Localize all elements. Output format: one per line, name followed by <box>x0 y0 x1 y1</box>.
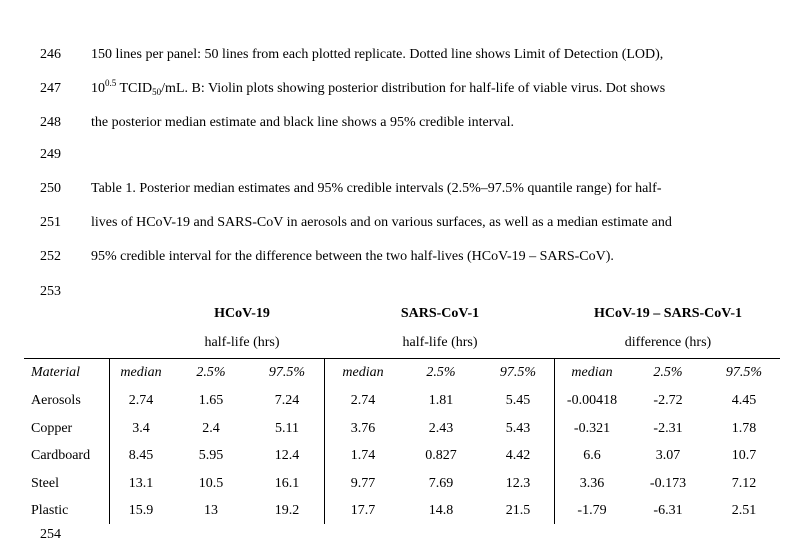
table-cell: -1.79 <box>577 503 607 518</box>
table-cell: 16.1 <box>274 476 300 491</box>
table-cell: -0.00418 <box>566 393 618 408</box>
table-cell: 17.7 <box>350 503 376 518</box>
table-cell: 19.2 <box>274 503 300 518</box>
group-subtitle-hcov19: half-life (hrs) <box>204 335 280 350</box>
table-cell-material: Copper <box>31 421 73 436</box>
col-header-lower: 2.5% <box>653 365 683 380</box>
table-cell-material: Aerosols <box>31 393 81 408</box>
text-line-254 <box>0 525 802 545</box>
table-cell: 3.07 <box>655 448 681 463</box>
col-header-lower: 2.5% <box>426 365 456 380</box>
text-part: /mL. B: Violin plots showing posterior distribution for half-life of viable virus. Dot shows <box>161 81 666 96</box>
table-cell: -6.31 <box>653 503 683 518</box>
col-header-upper: 97.5% <box>725 365 763 380</box>
table-cell-material: Cardboard <box>31 448 91 463</box>
table-cell: 5.43 <box>505 421 531 436</box>
table-cell: 6.6 <box>583 448 601 463</box>
col-header-upper: 97.5% <box>268 365 306 380</box>
line-text: 95% credible interval for the difference between the two half-lives (HCoV-19 – SARS-CoV). <box>91 249 614 264</box>
table-cell: 5.95 <box>198 448 224 463</box>
table-cell: 2.51 <box>731 503 757 518</box>
group-subtitle-difference: difference (hrs) <box>624 335 712 350</box>
table-cell: 13.1 <box>128 476 154 491</box>
table-cell: 1.78 <box>731 421 757 436</box>
column-divider <box>554 358 555 524</box>
line-text: Table 1. Posterior median estimates and 95% credible intervals (2.5%–97.5% quantile range) for half- <box>91 181 662 196</box>
line-number: 247 <box>40 81 61 96</box>
line-text: lives of HCoV-19 and SARS-CoV in aerosols and on various surfaces, as well as a median estimate and <box>91 215 672 230</box>
table-cell-material: Plastic <box>31 503 69 518</box>
line-text: the posterior median estimate and black line shows a 95% credible interval. <box>91 115 514 130</box>
table-cell: 15.9 <box>128 503 154 518</box>
text-line-248 <box>0 113 802 133</box>
group-title-difference: HCoV-19 – SARS-CoV-1 <box>593 306 743 321</box>
line-text <box>91 79 665 99</box>
line-number: 248 <box>40 115 61 130</box>
group-subtitle-sarscov1: half-life (hrs) <box>402 335 478 350</box>
text-part: 10 <box>91 81 105 96</box>
table-cell: 13 <box>204 503 218 518</box>
table-cell: 2.4 <box>202 421 220 436</box>
table-cell: 7.12 <box>731 476 757 491</box>
line-number: 254 <box>40 527 61 542</box>
col-header-median: median <box>342 365 384 380</box>
table-cell: 2.74 <box>350 393 376 408</box>
table-cell: -2.31 <box>653 421 683 436</box>
table-cell: 21.5 <box>505 503 531 518</box>
table-cell: 2.74 <box>128 393 154 408</box>
table-cell: 4.42 <box>505 448 531 463</box>
line-number: 250 <box>40 181 61 196</box>
table-cell: -2.72 <box>653 393 683 408</box>
text-line-251 <box>0 213 802 233</box>
group-title-hcov19: HCoV-19 <box>214 306 270 321</box>
table-cell: 7.69 <box>428 476 454 491</box>
line-number: 252 <box>40 249 61 264</box>
table-cell: 2.43 <box>428 421 454 436</box>
table-cell-material: Steel <box>31 476 59 491</box>
col-header-upper: 97.5% <box>499 365 537 380</box>
text-line-247 <box>0 79 802 99</box>
line-number: 246 <box>40 47 61 62</box>
table-cell: 0.827 <box>425 448 457 463</box>
text-line-249 <box>0 145 802 165</box>
table-cell: 14.8 <box>428 503 454 518</box>
table-cell: 3.36 <box>579 476 605 491</box>
table-cell: 5.45 <box>505 393 531 408</box>
text-line-250 <box>0 179 802 199</box>
col-header-median: median <box>120 365 162 380</box>
table-top-rule <box>24 358 780 359</box>
col-header-material: Material <box>31 365 80 380</box>
table-cell: 7.24 <box>274 393 300 408</box>
table-cell: 1.65 <box>198 393 224 408</box>
line-number: 251 <box>40 215 61 230</box>
subscript: 50 <box>152 87 162 97</box>
table-cell: 10.5 <box>198 476 224 491</box>
column-divider <box>324 358 325 524</box>
superscript: 0.5 <box>105 78 117 88</box>
table-cell: 5.11 <box>275 421 299 436</box>
table-cell: -0.173 <box>649 476 687 491</box>
table-cell: -0.321 <box>573 421 611 436</box>
text-part: TCID <box>116 81 153 96</box>
line-number: 249 <box>40 147 61 162</box>
col-header-lower: 2.5% <box>196 365 226 380</box>
table-cell: 12.3 <box>505 476 531 491</box>
table-cell: 1.74 <box>350 448 376 463</box>
text-line-253 <box>0 282 802 302</box>
table-cell: 8.45 <box>128 448 154 463</box>
table-cell: 1.81 <box>428 393 454 408</box>
line-text: 150 lines per panel: 50 lines from each plotted replicate. Dotted line shows Limit of Detection (LOD), <box>91 47 664 62</box>
table-cell: 4.45 <box>731 393 757 408</box>
line-number: 253 <box>40 284 61 299</box>
table-cell: 10.7 <box>731 448 757 463</box>
text-line-246 <box>0 45 802 65</box>
table-cell: 3.76 <box>350 421 376 436</box>
col-header-median: median <box>571 365 613 380</box>
table-cell: 9.77 <box>350 476 376 491</box>
table-cell: 3.4 <box>132 421 150 436</box>
group-title-sarscov1: SARS-CoV-1 <box>400 306 480 321</box>
text-line-252 <box>0 247 802 267</box>
results-table <box>24 300 780 528</box>
table-cell: 12.4 <box>274 448 300 463</box>
